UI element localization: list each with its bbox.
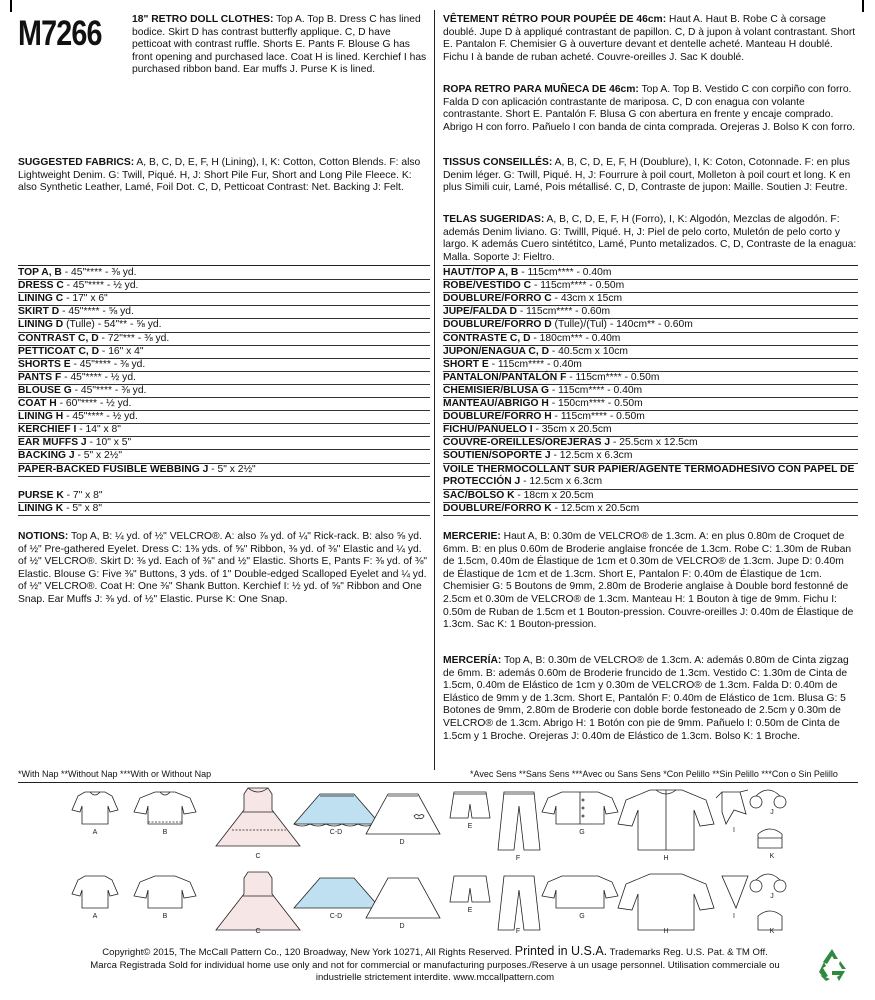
garment-line-art: [10, 784, 868, 934]
garment-label: G: [579, 913, 585, 920]
description-en-heading: 18" RETRO DOLL CLOTHES:: [132, 14, 274, 25]
yardage-row: [443, 319, 858, 332]
yardage-row: [443, 372, 858, 385]
yardage-value: - 12.5cm x 6.3cm: [550, 450, 633, 462]
yardage-row: [443, 437, 858, 450]
trim-mark-left: [10, 0, 12, 12]
yardage-value: - 17" x 6": [63, 293, 108, 305]
yardage-top-rule-en: [18, 265, 430, 266]
yardage-label: SHORTS E: [18, 358, 71, 370]
yardage-row: [18, 503, 428, 516]
yardage-label: PANTALON/PANTALÓN F: [443, 371, 567, 383]
garment-skirt-d-icon: [366, 794, 440, 834]
yardage-label: JUPON/ENAGUA C, D: [443, 345, 550, 357]
yardage-label: TOP A, B: [18, 267, 62, 278]
garment-coat-h-view-icon: [618, 874, 714, 930]
yardage-value: - 115cm**** - 0.50m: [551, 411, 645, 423]
yardage-value: - 45"**** - ½ yd.: [63, 280, 139, 292]
yardage-value: - 60"**** - ½ yd.: [56, 398, 132, 409]
garment-kerchief-i-icon: [716, 790, 748, 824]
garment-label: I: [733, 913, 735, 920]
yardage-value: - 45"**** - ⅜ yd.: [70, 358, 146, 370]
yardage-row: [443, 280, 858, 293]
description-fr: [443, 14, 858, 64]
yardage-value: - 115cm**** - 0.40m: [549, 384, 643, 396]
yardage-row: [443, 267, 858, 280]
description-fr-body: Haut A. Haut B. Robe C à corsage doublé. Jupe D à appliqué contrastant de papillon. C, D à jupon à volant contrastant. Short E. Pantalon F. Chemisier G à ouverture devant et dentelle acheté. Manteau H doublé. Fichu I à bande de ruban acheté. Couvre-oreilles J. Sac K doublé.: [443, 14, 856, 63]
yardage-row: [443, 306, 858, 319]
yardage-label: BLOUSE G: [18, 384, 72, 396]
copyright-line-3: industrielle strictement interdite. www.mccallpattern.com: [315, 972, 555, 984]
fabrics-fr-body: A, B, C, D, E, F, H (Doublure), I, K: Coton, Cotonnade. F: en plus Denim léger. G: Twill, Piqué. H, J: Fourrure à poil court, Molleton à poil court et long. K en plus Simili cuir, Lamé, Pois métallisé. C, D, Contraste de jupon: Maille. Soutien J: Feutre.: [443, 157, 851, 194]
yardage-row: [443, 293, 858, 306]
yardage-label: PURSE K: [18, 489, 64, 501]
yardage-label: PANTS F: [18, 371, 62, 383]
yardage-row: [18, 306, 428, 319]
yardage-label: EAR MUFFS J: [18, 437, 87, 449]
copyright-block: [60, 945, 810, 985]
garment-earmuffs-j-icon: [750, 790, 786, 808]
printed-in: Printed in U.S.A.: [514, 944, 608, 958]
garment-label: E: [467, 823, 473, 830]
yardage-label: DRESS C: [18, 280, 64, 292]
yardage-label: KERCHIEF I: [18, 424, 77, 436]
copyright-line-2: Marca Registrada Sold for individual home use only and not for commercial or manufacturing purposes./Reserve à un usage personnel. Utilisation commerciale ou: [90, 959, 780, 971]
garment-label: C: [255, 853, 261, 860]
garment-label: D: [399, 923, 405, 930]
yardage-label: LINING K: [18, 502, 64, 514]
garment-top-a-icon: [72, 792, 118, 824]
yardage-row: [443, 490, 858, 503]
yardage-label: ROBE/VESTIDO C: [443, 280, 532, 292]
garment-purse-k-icon: [758, 829, 782, 848]
yardage-row: [18, 333, 428, 346]
yardage-row-rule: [443, 515, 858, 516]
yardage-label: DOUBLURE/FORRO K: [443, 502, 552, 514]
yardage-label: SHORT E: [443, 358, 489, 370]
yardage-label: CHEMISIER/BLUSA G: [443, 384, 550, 396]
garment-label: K: [769, 853, 775, 860]
garment-blouse-g-icon: [542, 792, 618, 824]
garment-label: C-D: [329, 913, 343, 920]
garment-petticoat-cd-icon: [294, 794, 380, 826]
yardage-value: - 14" x 8": [76, 424, 121, 436]
yardage-row: [443, 333, 858, 346]
yardage-value: - 10" x 5": [86, 437, 132, 449]
yardage-label: SOUTIEN/SOPORTE J: [443, 450, 551, 462]
fabrics-en: [18, 157, 428, 195]
yardage-value: - 5" x 2½": [208, 463, 256, 475]
notions-es: [443, 655, 858, 743]
garment-coat-h-icon: [618, 790, 714, 850]
yardage-row: [18, 490, 428, 503]
yardage-value: - 150cm**** - 0.50m: [548, 398, 643, 409]
pattern-number: M7266: [18, 14, 102, 53]
yardage-row: [18, 319, 428, 332]
yardage-value: - 115cm**** - 0.50m: [566, 371, 660, 383]
notions-en-heading: NOTIONS:: [18, 531, 69, 542]
yardage-row: [18, 411, 428, 424]
garment-label: F: [515, 855, 521, 862]
garment-label: A: [92, 913, 98, 920]
garment-label: A: [92, 829, 98, 836]
copyright-line-1: Copyright© 2015, The McCall Pattern Co., 120 Broadway, New York 10271, All Rights Reserved.: [102, 947, 513, 958]
yardage-label: DOUBLURE/FORRO H: [443, 411, 552, 423]
yardage-value: - 72"*** - ⅜ yd.: [98, 332, 170, 344]
notions-fr-heading: MERCERIE:: [443, 531, 501, 542]
garment-petticoat-cd-view-icon: [294, 878, 380, 908]
yardage-row: [443, 450, 858, 463]
garment-dress-c-icon: [216, 788, 300, 846]
yardage-label: HAUT/TOP A, B: [443, 267, 519, 278]
fabrics-en-body: A, B, C, D, E, F, H (Lining), I, K: Cotton, Cotton Blends. F: also Lightweight Denim. G: Twill, Piqué. H, J: Short Pile Fur, Short and Long Pile Fleece. K: also Synthetic Leather, Lamé, Foil Dot. C, D, Petticoat Contrast: Net. Backing J: Felt.: [18, 157, 421, 194]
yardage-label: FICHU/PAÑUELO I: [443, 424, 533, 436]
yardage-value: - 7" x 8": [63, 489, 103, 501]
yardage-value: - 115cm**** - 0.60m: [517, 306, 611, 318]
yardage-label: CONTRASTE C, D: [443, 332, 531, 344]
notions-fr-body: Haut A, B: 0.30m de VELCRO® de 1.3cm. A: en plus 0.80m de Croquet de 6mm. B: en plus 0.60m de Broderie anglaise froncée de 1.3cm. Robe C: 1.30m de Ruban de 1.5cm, 0.40m de Élastique de 1cm et 0.30m de VELCRO® de 1.3cm. Jupe D: 0.40m de Élastique de 1cm et de 1.3cm. Short E, Pantalon F: 0.40m de Élastique de 1cm. Chemisier G: 5 Boutons de 9mm, 2.80m de Broderie anglaise à Double bord festonné de 2.5cm et 0.30m de VELCRO® de 1.3cm. Manteau H: 1 Bouton à tige de 9mm. Fichu I: 0.50m de Ruban de 1.5cm et 1 Bouton-pression. Couvre-oreilles J: 0.40m de Élastique de 1.3cm. Sac K: 1 Bouton-pression.: [443, 531, 854, 631]
art-top-rule: [18, 782, 858, 783]
yardage-row: [443, 424, 858, 437]
yardage-row: [443, 503, 858, 516]
description-en-body: Top A. Top B. Dress C has lined bodice. Skirt D has contrast butterfly applique. C, D have petticoat with contrast ruffle. Shorts E. Pants F. Blouse G has front opening and purchased lace. Coat H is lined. Kerchief I has purchased ribbon band. Ear muffs J. Purse K is lined.: [132, 14, 427, 76]
yardage-label: SKIRT D: [18, 306, 60, 318]
fabrics-es-heading: TELAS SUGERIDAS:: [443, 214, 545, 225]
garment-top-b-icon: [134, 792, 196, 824]
garment-label: F: [515, 928, 521, 934]
description-es-heading: ROPA RETRO PARA MUÑECA DE 46cm:: [443, 84, 639, 95]
yardage-row: [18, 372, 428, 385]
yardage-row: [443, 385, 858, 398]
yardage-row: [18, 424, 428, 437]
yardage-value: - 45"**** - ½ yd.: [61, 371, 136, 383]
yardage-label: PETTICOAT C, D: [18, 345, 100, 357]
yardage-label: DOUBLURE/FORRO D: [443, 319, 552, 331]
yardage-row: [18, 293, 428, 306]
yardage-value: - 25.5cm x 12.5cm: [610, 437, 698, 449]
yardage-label: SAC/BOLSO K: [443, 489, 515, 501]
garment-label: B: [162, 913, 168, 920]
yardage-row: [18, 267, 428, 280]
garment-shorts-e-icon: [450, 792, 490, 818]
garment-label: J: [770, 809, 774, 816]
yardage-value: - 180cm*** - 0.40m: [530, 332, 621, 344]
yardage-row: [443, 346, 858, 359]
description-es-body: Top A. Top B. Vestido C con corpiño con forro. Falda D con aplicación contrastante de mariposa. C, D con enagua con volante contrastante. Short E. Pantalón F. Blusa G con abertura en frente y encaje comprado. Abrigo H con forro. Pañuelo I con banda de cinta comprada. Orejeras J. Bolso K con forro.: [443, 84, 856, 133]
garment-top-a-view-icon: [72, 876, 118, 908]
yardage-label: LINING D: [18, 319, 64, 331]
yardage-label: DOUBLURE/FORRO C: [443, 293, 552, 305]
yardage-value: - 45"**** - ⅜ yd.: [61, 267, 137, 278]
garment-blouse-g-view-icon: [542, 876, 618, 908]
garment-label: D: [399, 839, 405, 846]
footnote-fr-es: *Avec Sens **Sans Sens ***Avec ou Sans Sens *Con Pelillo **Sin Pelillo ***Con o Sin Pelillo: [470, 769, 838, 779]
yardage-row: [18, 437, 428, 450]
notions-en: [18, 531, 428, 607]
notions-fr: [443, 531, 858, 632]
yardage-row: [18, 280, 428, 293]
fabrics-fr: [443, 157, 858, 195]
garment-dress-c-view-icon: [216, 872, 300, 930]
garment-pants-f-icon: [498, 792, 540, 850]
yardage-value: - 18cm x 20.5cm: [514, 489, 594, 501]
yardage-label: LINING H: [18, 411, 64, 423]
yardage-row: [443, 464, 858, 490]
trademarks: Trademarks Reg. U.S. Pat. & TM Off.: [609, 947, 768, 958]
yardage-value: - 5" x 8": [63, 502, 102, 514]
yardage-value: - 12.5cm x 6.3cm: [520, 475, 603, 487]
yardage-row: [18, 398, 428, 411]
yardage-label: LINING C: [18, 293, 64, 305]
garment-pants-f-view-icon: [498, 876, 540, 930]
yardage-top-rule-fr: [443, 265, 858, 266]
yardage-label: BACKING J: [18, 450, 75, 462]
recycle-icon: [812, 945, 852, 985]
yardage-value: - 43cm x 15cm: [551, 293, 623, 305]
garment-label: C-D: [329, 829, 343, 836]
notions-es-body: Top A, B: 0.30m de VELCRO® de 1.3cm. A: además 0.80m de Cinta zigzag de 6mm. B: además 0.60m de Broderie fruncido de 1.3cm. Vestido C: 1.30m de Cinta de 1.5cm, 0.40m de Elástico de 1cm y 0.30m de VELCRO® de 1.3cm. Falda D: 0.40m de Elástico de 9mm y de 1.3cm. Short E, Pantalón F: 0.40m de Elástico de 1cm. Blusa G: 5 Botones de 9mm, 2.80m de Broderie con doble borde festoneado de 2.5cm y 0.30m de VELCRO® de 1.3cm. Abrigo H: 1 Botón con pie de 9mm. Pañuelo I: 0.50m de Cinta de 1.5cm y 1 Broche. Orejeras J: 0.40m de Elástico de 1.3cm. Bolso K: 1 Broche.: [443, 655, 849, 742]
yardage-value: - 45"**** - ½ yd.: [63, 411, 138, 423]
description-en: [132, 14, 428, 77]
garment-label: J: [770, 893, 774, 900]
garment-skirt-d-view-icon: [366, 878, 440, 918]
yardage-value: - 35cm x 20.5cm: [532, 424, 612, 436]
description-fr-heading: VÊTEMENT RÉTRO POUR POUPÉE DE 46cm:: [443, 14, 667, 25]
fabrics-en-heading: SUGGESTED FABRICS:: [18, 157, 135, 168]
yardage-row: [18, 450, 428, 463]
garment-label: K: [769, 928, 775, 934]
yardage-value: - 45"**** - ⅜ yd.: [71, 384, 147, 396]
yardage-row: [443, 411, 858, 424]
garment-label: B: [162, 829, 168, 836]
garment-label: E: [467, 907, 473, 914]
yardage-value: - 5" x 2½": [74, 450, 123, 462]
garment-earmuffs-j-view-icon: [750, 874, 786, 892]
yardage-label: COUVRE-OREILLES/OREJERAS J: [443, 437, 611, 449]
yardage-row-rule: [18, 515, 430, 516]
yardage-label: VOILE THERMOCOLLANT SUR PAPIER/AGENTE TERMOADHESIVO CON PAPEL DE PROTECCIÓN J: [443, 463, 855, 487]
footnote-en: *With Nap **Without Nap ***With or Without Nap: [18, 769, 212, 779]
yardage-value: - 45"**** - ⅝ yd.: [59, 306, 134, 318]
garment-kerchief-i-view-icon: [722, 876, 748, 908]
yardage-value: (Tulle) - 54"** - ⅝ yd.: [63, 319, 162, 331]
yardage-value: - 16" x 4": [99, 345, 144, 357]
yardage-row: [18, 346, 428, 359]
yardage-label: PAPER-BACKED FUSIBLE WEBBING J: [18, 463, 209, 475]
yardage-row: [18, 359, 428, 372]
garment-label: G: [579, 829, 585, 836]
yardage-value: - 12.5cm x 20.5cm: [551, 502, 640, 514]
yardage-label: JUPE/FALDA D: [443, 306, 517, 318]
yardage-label: COAT H: [18, 398, 57, 409]
yardage-row: [18, 464, 428, 477]
yardage-row: [18, 385, 428, 398]
yardage-row: [443, 359, 858, 372]
garment-top-b-view-icon: [134, 876, 196, 908]
yardage-label: MANTEAU/ABRIGO H: [443, 398, 549, 409]
garment-label: C: [255, 928, 261, 934]
trim-mark-right: [862, 0, 864, 12]
fabrics-es: [443, 214, 858, 264]
yardage-row: [443, 398, 858, 411]
yardage-value: - 115cm**** - 0.40m: [518, 267, 612, 278]
yardage-row-rule: [18, 476, 430, 477]
fabrics-es-body: A, B, C, D, E, F, H (Forro), I, K: Algodón, Mezclas de algodón. F: además Denim liviano. G: Twilll, Piqué. H, J: Piel de pelo corto, Muletón de pelo corto y largo. K además Cuero sintétitco, Lamé, Punto metalizados. C, D, Contraste de la enagua: Malla. Soporte J: Fieltro.: [443, 214, 857, 263]
column-divider: [434, 10, 435, 770]
description-es: [443, 84, 858, 134]
yardage-value: - 40.5cm x 10cm: [549, 345, 628, 357]
yardage-label: CONTRAST C, D: [18, 332, 99, 344]
yardage-value: (Tulle)/(Tul) - 140cm** - 0.60m: [551, 319, 693, 331]
notions-es-heading: MERCERÍA:: [443, 655, 502, 666]
yardage-value: - 115cm**** - 0.40m: [488, 358, 582, 370]
yardage-value: - 115cm**** - 0.50m: [531, 280, 625, 292]
garment-label: I: [733, 827, 735, 834]
garment-shorts-e-view-icon: [450, 876, 490, 902]
garment-label: H: [663, 928, 669, 934]
notions-en-body: Top A, B: ¼ yd. of ½" VELCRO®. A: also ⅞ yd. of ¼" Rick-rack. B: also ⅝ yd. of ½" Pre-gathered Eyelet. Dress C: 1⅜ yds. of ⅝" Ribbon, ⅜ yd. of ⅜" Elastic and ¼ yd. of ½" VELCRO®. Skirt D: ⅜ yd. Each of ⅜" and ½" Elastic. Shorts E, Pants F: ⅜ yd. of ⅜" Elastic. Blouse G: Five ⅜" Buttons, 3 yds. of 1" Double-edged Scalloped Eyelet and ¼ yd. of ½" VELCRO®. Coat H: One ⅜" Shank Button. Kerchief I: ½ yd. of ⅝" Ribbon and One Snap. Ear Muffs J: ⅜ yd. of ½" Elastic. Purse K: One Snap.: [18, 531, 428, 605]
fabrics-fr-heading: TISSUS CONSEILLÉS:: [443, 157, 553, 168]
garment-label: H: [663, 855, 669, 862]
